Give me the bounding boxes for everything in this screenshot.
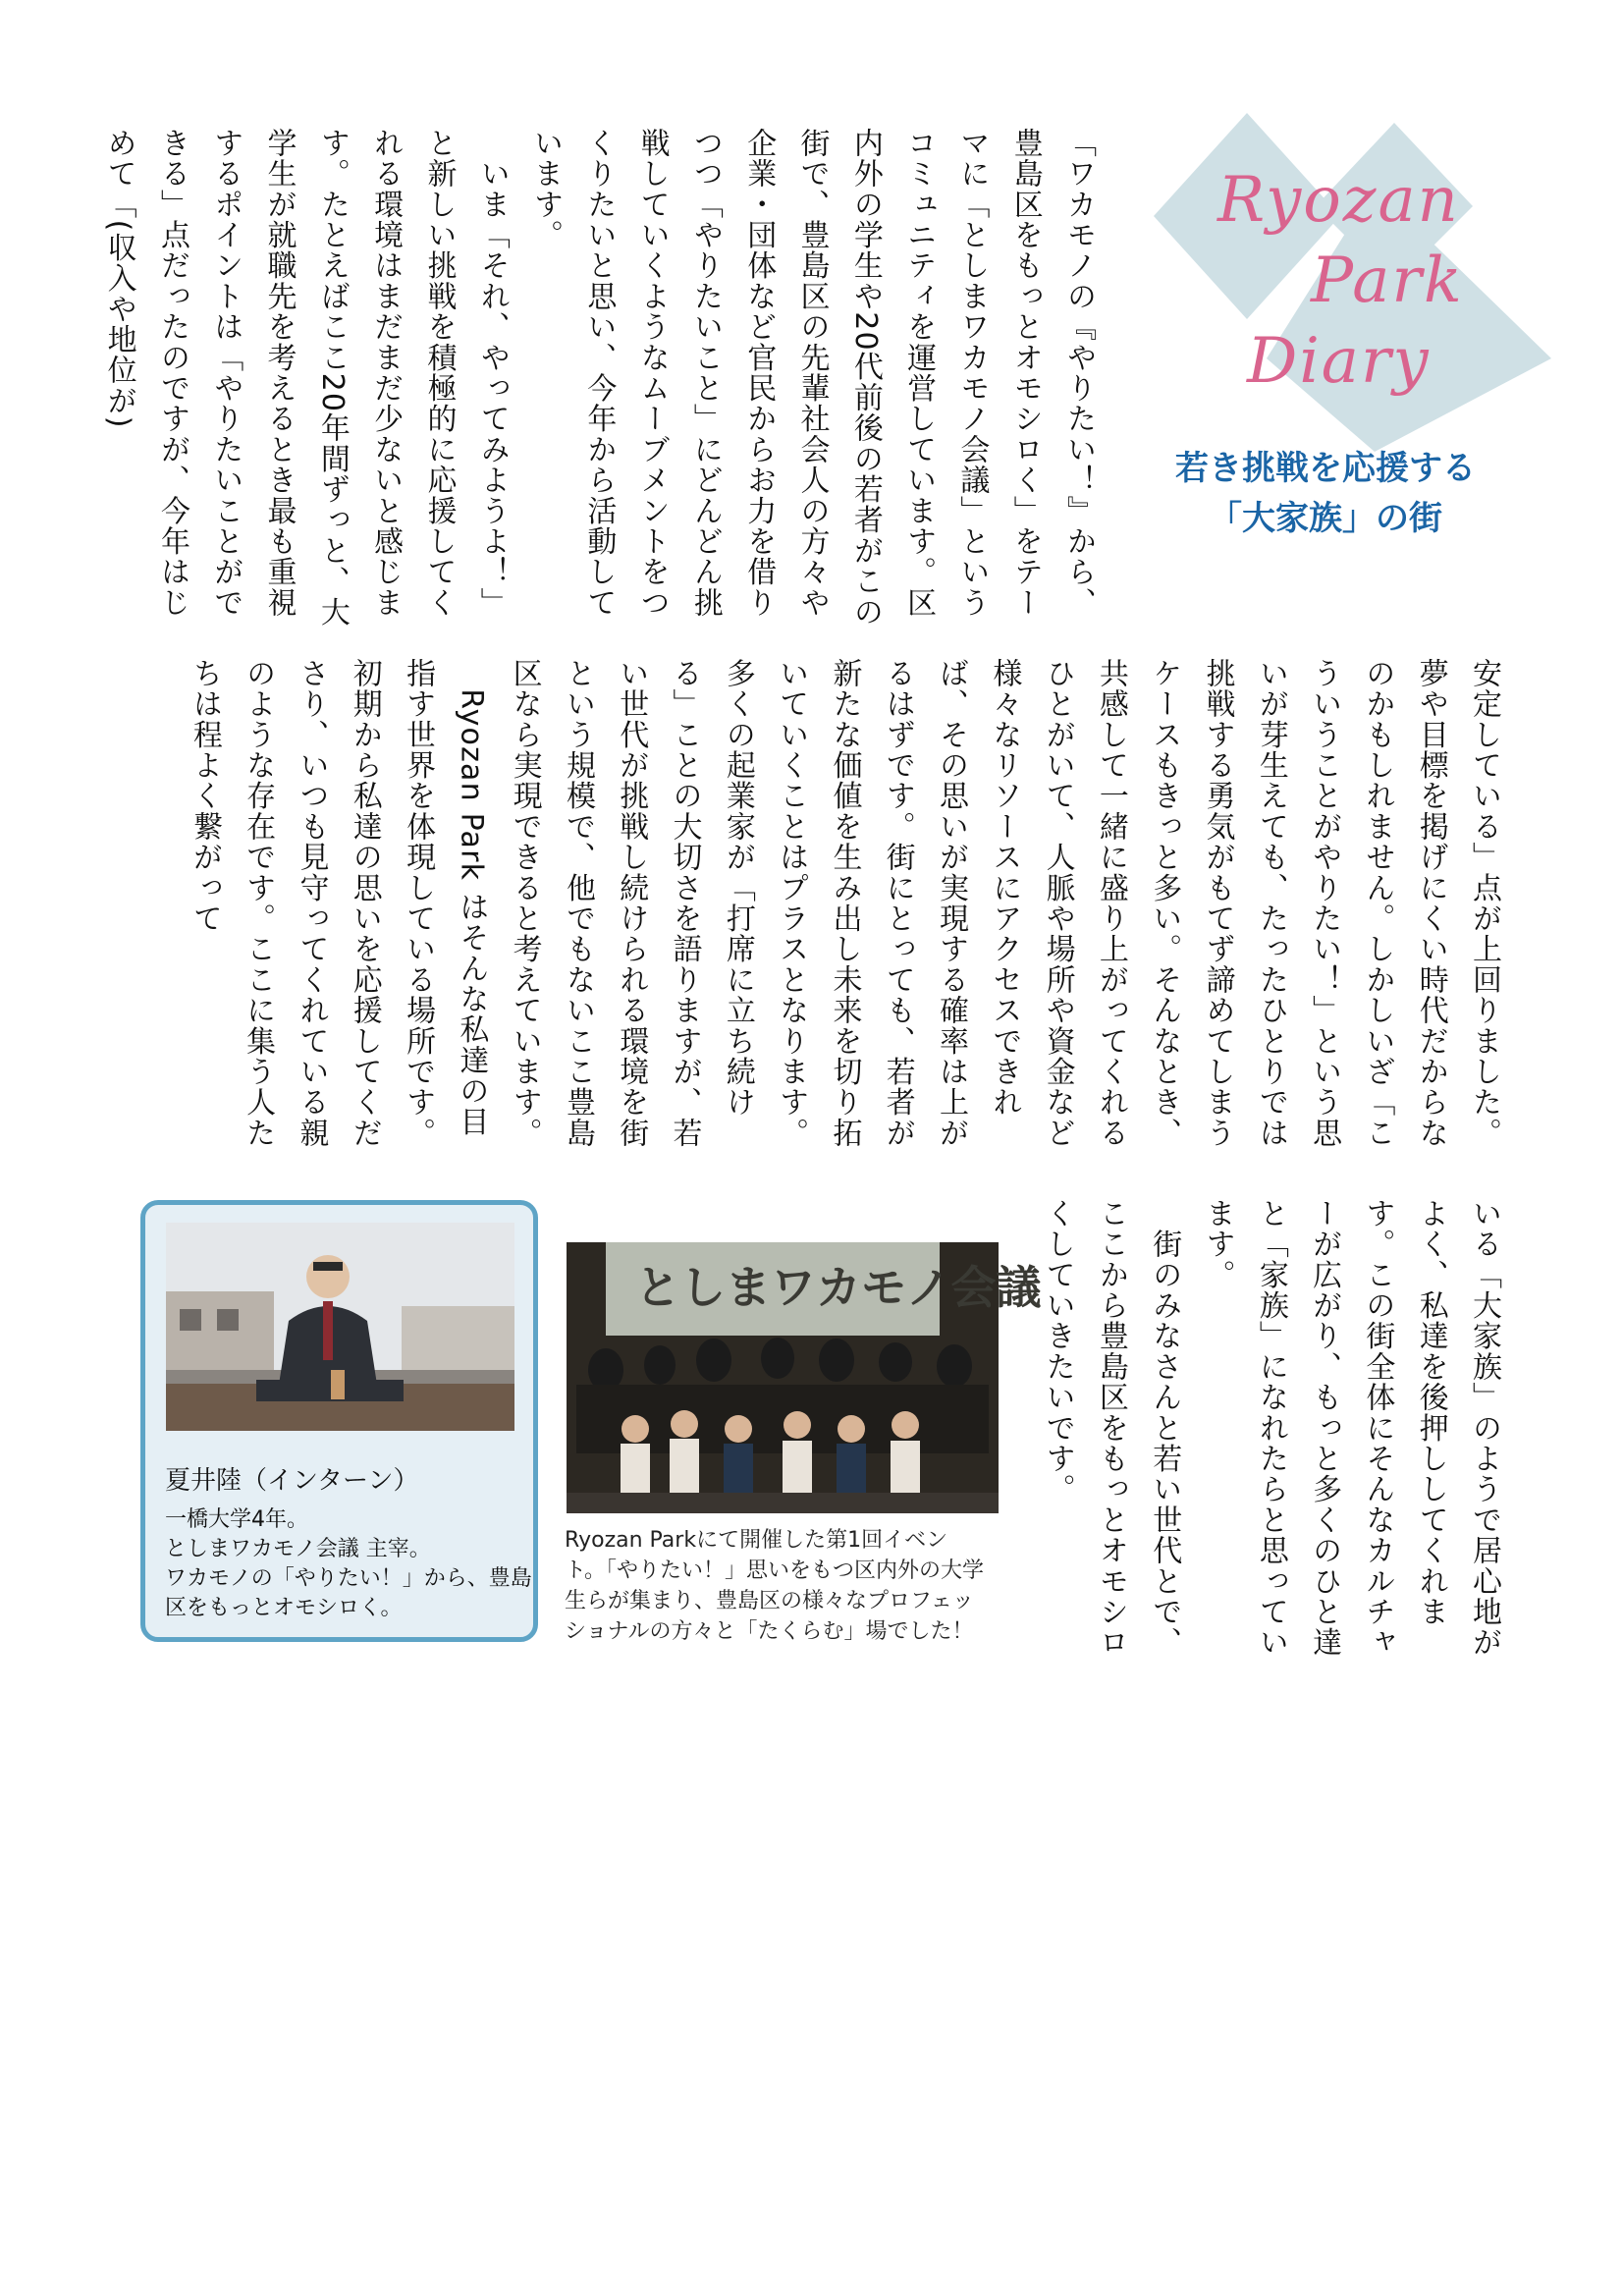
event-caption-line: 生らが集まり、豊島区の様々なプロフェッ [565,1589,974,1613]
profile-name: 夏井陸（インターン） [165,1466,419,1496]
event-banner-text: としまワカモノ会議 [635,1261,1042,1314]
profile-card [140,1200,538,1642]
article-paragraph: いる「大家族」のようで居心地がよく、私達を後押ししてくれます。この街全体にそんなカルチャーが広がり、もっと多くのひと達と「家族」になれたらと思っています。 [1200,1198,1501,1658]
tagline-line1: 若き挑戦を応援する [1175,449,1476,488]
ryozan-park-diary-logo [1149,108,1561,452]
profile-info-line: としまワカモノ会議 主宰。 [165,1537,431,1561]
article-paragraph: いま「それ、やってみようよ！」と新しい挑戦を積極的に応援してくれる環境はまだまだ少ないと感じます。たとえばここ20年間ずっと、大学生が就職先を考えるとき最も重視するポイントは「やりたいことができる」点だったのですが、今年はじめて「(収入や地位が) [101,128,510,628]
profile-info-line: ワカモノの「やりたい！」から、豊島 [165,1566,532,1591]
profile-photo-illustration [166,1223,514,1431]
event-caption-line: ト。「やりたい！」思いをもつ区内外の大学 [565,1558,985,1583]
logo-word-park: Park [1311,245,1464,317]
article-lower-block [1040,1198,1510,1669]
logo-word-diary: Diary [1247,325,1431,398]
profile-photo [166,1223,514,1431]
event-photo-illustration [567,1242,1042,1513]
logo-word-ryozan: Ryozan [1217,164,1460,237]
event-caption-line: ショナルの方々と「たくらむ」場でした！ [565,1619,974,1644]
tagline-line2: 「大家族」の街 [1209,499,1442,538]
article-paragraph: 安定している」点が上回りました。夢や目標を掲げにくい時代だからなのかもしれません。しかしいざ「こういうことがやりたい！」という思いが芽生えても、たったひとりでは挑戦する勇気がもてず諦めてしまうケースもきっと多い。そんなとき、共感して一緒に盛り上がってくれるひとがいて、人脈や場所や資金など様々なリソースにアクセスできれば、その思いが実現する確率は上がるはずです。街にとっても、若者が新たな価値を生み出し未来を切り拓いていくことはプラスとなります。多くの起業家が「打席に立ち続ける」ことの大切さを語りますが、若い世代が挑戦し続けられる環境を街という規模で、他でもないここ豊島区なら実現できると考えています。 [507,658,1501,1149]
event-photo [567,1242,1042,1513]
article-middle-block [123,658,1510,1159]
event-caption [565,1525,1011,1647]
profile-info-line: 一橋大学4年。 [165,1507,308,1532]
article-paragraph: 「ワカモノの『やりたい！』から、豊島区をもっとオモシロく」をテーマに「としまワカモノ会議」というコミュニティを運営しています。区内外の学生や20代前後の若者がこの街で、豊島区の先輩社会人の方々や企業・団体など官民からお力を借りつつ「やりたいこと」にどんどん挑戦していくようなムーブメントをつくりたいと思い、今年から活動しています。 [528,128,1096,628]
profile-info [165,1505,530,1623]
article-upper-block [101,128,1105,629]
article-paragraph: Ryozan Park はそんな私達の目指す世界を体現している場所です。初期から私達の思いを応援してくださり、いつも見守ってくれている親のような存在です。ここに集う人たちは程よく繋がって [187,658,489,1149]
profile-info-line: 区をもっとオモシロく。 [165,1596,403,1620]
event-caption-line: Ryozan Parkにて開催した第1回イベン [565,1528,948,1553]
article-paragraph: 街のみなさんと若い世代とで、ここから豊島区をもっとオモシロくしていきたいです。 [1040,1198,1182,1658]
tagline [1129,444,1522,544]
